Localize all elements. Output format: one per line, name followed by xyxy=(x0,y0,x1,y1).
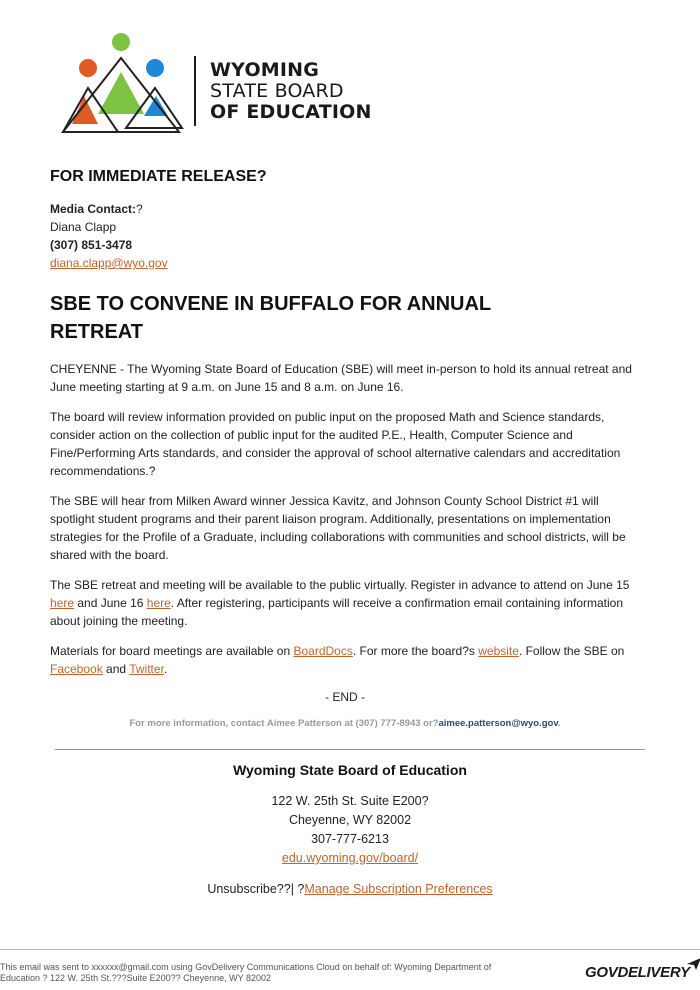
register-june-15-link[interactable]: here xyxy=(50,596,75,610)
footer xyxy=(0,762,700,896)
more-info-email[interactable]: aimee.patterson@wyo.gov xyxy=(438,718,558,729)
logo-divider xyxy=(194,56,196,126)
headline-line-1: SBE TO CONVENE IN BUFFALO FOR ANNUAL xyxy=(50,293,492,315)
footer-address-1: 122 W. 25th St. Suite E200? xyxy=(271,794,429,808)
end-marker: - END - xyxy=(325,690,365,704)
bottom-divider xyxy=(0,949,700,950)
govdelivery-logo[interactable] xyxy=(585,964,690,981)
paper-plane-icon xyxy=(687,958,700,970)
more-info-tail: . xyxy=(557,718,561,729)
footer-address-2: Cheyenne, WY 82002 xyxy=(288,813,412,827)
website-link[interactable]: website xyxy=(478,644,519,658)
contact-email-link[interactable]: diana.clapp@wyo.gov xyxy=(50,256,168,270)
media-contact-label: Media Contact: xyxy=(50,202,137,216)
manage-subscription-link[interactable]: Manage Subscription Preferences xyxy=(304,882,493,896)
p4-text-a: The SBE retreat and meeting will be available to the public virtually. Register in advance to attend on June 15 xyxy=(50,578,630,592)
contact-name: Diana Clapp xyxy=(50,220,117,234)
govdelivery-brand-text: GOVDELIVERY xyxy=(585,964,690,981)
footer-phone: 307-777-6213 xyxy=(311,832,389,846)
more-info-line xyxy=(50,718,640,729)
p5-text-b: . For more the board?s xyxy=(352,644,479,658)
p4-text-b: and June 16 xyxy=(74,596,147,610)
more-info-text: For more information, contact Aimee Patterson at (307) 777-8943 or? xyxy=(129,718,439,729)
paragraph-4 xyxy=(50,576,640,630)
govdelivery-notice xyxy=(0,962,560,984)
p5-text-a: Materials for board meetings are available on xyxy=(50,644,294,658)
footer-url-link[interactable]: edu.wyoming.gov/board/ xyxy=(281,851,419,865)
logo-mark-icon xyxy=(58,28,188,138)
p5-text-d: and xyxy=(102,662,130,676)
paragraph-1: CHEYENNE - The Wyoming State Board of Education (SBE) will meet in-person to hold its annual retreat and June meeting starting at 9 a.m. on June 15 and 8 a.m. on June 16. xyxy=(50,362,632,394)
twitter-link[interactable]: Twitter xyxy=(129,662,164,676)
paragraph-2: The board will review information provided on public input on the proposed Math and Science standards, consider action on the collection of public input for the audited P.E., Health, Computer Science and Fine/Performing Arts standards, and consider the approval of school alternative calendars and accreditation recommendations.? xyxy=(50,410,621,478)
logo-line-3: OF EDUCATION xyxy=(210,101,372,123)
logo-line-2: STATE BOARD xyxy=(210,80,344,102)
release-body xyxy=(50,168,640,729)
media-contact-label-suffix: ? xyxy=(136,202,143,216)
footer-divider xyxy=(55,749,645,750)
notice-line-2: Education ? 122 W. 25th St.???Suite E200?? Cheyenne, WY 82002 xyxy=(0,973,272,983)
unsubscribe-line xyxy=(0,882,700,896)
p4-text-c: . After registering, participants will receive a confirmation email containing information about joining the meeting. xyxy=(50,596,624,628)
wyoming-sbe-logo xyxy=(58,28,388,138)
paragraph-3: The SBE will hear from Milken Award winner Jessica Kavitz, and Johnson County School District #1 will spotlight student programs and their parent liaison program. Additionally, presentations on implementation strategies for the Profile of a Graduate, including collaborations with communities and school districts, will be shared with the board. xyxy=(50,494,626,562)
notice-line-1: This email was sent to xxxxxx@gmail.com using GovDelivery Communications Cloud on behalf of: Wyoming Department of xyxy=(0,962,492,972)
footer-org-name: Wyoming State Board of Education xyxy=(233,762,467,778)
logo-line-1: WYOMING xyxy=(210,59,320,81)
facebook-link[interactable]: Facebook xyxy=(50,662,103,676)
media-contact-block xyxy=(50,200,640,272)
p5-text-c: . Follow the SBE on xyxy=(518,644,625,658)
unsubscribe-prefix: Unsubscribe??| ? xyxy=(207,882,305,896)
boarddocs-link[interactable]: BoardDocs xyxy=(293,644,353,658)
logo-wordmark xyxy=(210,60,372,123)
immediate-release-heading: FOR IMMEDIATE RELEASE? xyxy=(50,168,267,185)
headline-line-2: RETREAT xyxy=(50,321,143,343)
paragraph-5 xyxy=(50,642,640,678)
headline xyxy=(50,290,640,346)
contact-phone: (307) 851-3478 xyxy=(50,238,133,252)
p5-text-e: . xyxy=(163,662,168,676)
register-june-16-link[interactable]: here xyxy=(146,596,171,610)
